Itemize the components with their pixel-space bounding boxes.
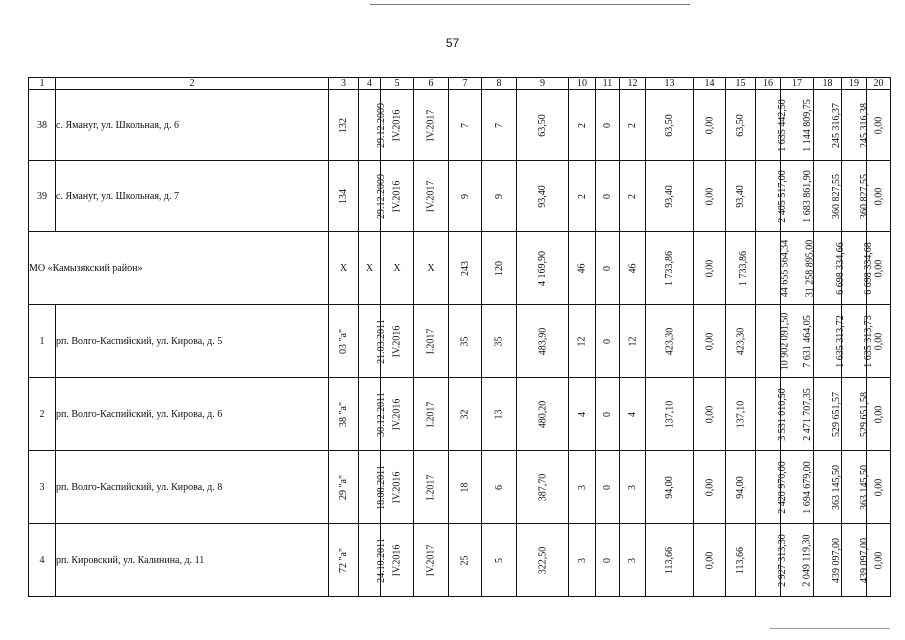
data-cell: 3 <box>620 451 646 524</box>
header-cell: 16 <box>756 78 781 90</box>
data-cell: 9 <box>482 161 517 232</box>
scan-artifact-line <box>770 628 890 629</box>
data-cell: 29 "а" <box>329 451 359 524</box>
header-cell: 11 <box>596 78 620 90</box>
data-cell: 423,30 <box>646 305 694 378</box>
header-cell: 7 <box>449 78 482 90</box>
data-cell: 0,00 <box>694 524 726 597</box>
data-cell: IV.2016 <box>381 90 414 161</box>
data-cell: 2 471 707,35 <box>781 378 814 451</box>
data-cell: 2 <box>569 90 596 161</box>
data-cell: 483,90 <box>517 305 569 378</box>
data-cell: 2 405 517,00 <box>756 161 781 232</box>
data-cell: 529 651,57 <box>814 378 842 451</box>
data-cell: 46 <box>569 232 596 305</box>
data-cell: 3 531 010,50 <box>756 378 781 451</box>
data-cell: 1 694 679,00 <box>781 451 814 524</box>
table-row <box>29 305 891 378</box>
data-cell: 7 <box>482 90 517 161</box>
data-cell: 322,50 <box>517 524 569 597</box>
data-cell: IV.2016 <box>381 305 414 378</box>
data-cell: 4 <box>620 378 646 451</box>
address-cell: рп. Волго-Каспийский, ул. Кирова, д. 8 <box>56 451 329 524</box>
row-number: 39 <box>29 161 56 232</box>
address-cell: с. Ямануг, ул. Школьная, д. 7 <box>56 161 329 232</box>
data-cell: 132 <box>329 90 359 161</box>
data-cell: 9 <box>449 161 482 232</box>
data-cell: 25 <box>449 524 482 597</box>
header-cell: 1 <box>29 78 56 90</box>
data-cell: 137,10 <box>726 378 756 451</box>
table-row <box>29 90 891 161</box>
data-cell: 0 <box>596 305 620 378</box>
header-cell: 5 <box>381 78 414 90</box>
table-row <box>29 161 891 232</box>
data-cell: X <box>381 232 414 305</box>
data-cell: IV.2017 <box>414 524 449 597</box>
data-cell: 0,00 <box>867 451 891 524</box>
data-cell: 21.03.2011 <box>359 305 381 378</box>
data-cell: 18 <box>449 451 482 524</box>
data-cell: 439 097,00 <box>842 524 867 597</box>
data-cell: 6 698 334,66 <box>814 232 842 305</box>
data-cell: 0 <box>596 90 620 161</box>
data-cell: 2 <box>569 161 596 232</box>
data-cell: 63,50 <box>726 90 756 161</box>
data-cell: 0 <box>596 161 620 232</box>
data-cell: 113,66 <box>646 524 694 597</box>
data-cell: 0,00 <box>867 161 891 232</box>
header-cell: 3 <box>329 78 359 90</box>
data-cell: 29.12.2009 <box>359 161 381 232</box>
data-cell: 134 <box>329 161 359 232</box>
column-number-row <box>29 78 891 90</box>
data-cell: 1 635 313,72 <box>814 305 842 378</box>
table-row <box>29 524 891 597</box>
data-cell: 35 <box>482 305 517 378</box>
address-cell: рп. Волго-Каспийский, ул. Кирова, д. 6 <box>56 378 329 451</box>
scan-artifact-line <box>370 4 690 5</box>
table-row <box>29 378 891 451</box>
data-cell: 245 316,37 <box>814 90 842 161</box>
data-cell: 2 <box>620 90 646 161</box>
data-cell: 1 635 442,50 <box>756 90 781 161</box>
data-cell: 2 420 970,00 <box>756 451 781 524</box>
data-cell: 31 258 895,00 <box>781 232 814 305</box>
data-cell: 363 145,50 <box>842 451 867 524</box>
data-cell: 03 "а" <box>329 305 359 378</box>
data-cell: 7 631 464,05 <box>781 305 814 378</box>
header-cell: 8 <box>482 78 517 90</box>
row-number: 38 <box>29 90 56 161</box>
header-cell: 12 <box>620 78 646 90</box>
data-cell: IV.2016 <box>381 451 414 524</box>
data-cell: 1 144 809,75 <box>781 90 814 161</box>
data-cell: 0 <box>596 378 620 451</box>
data-cell: 30.12.2011 <box>359 378 381 451</box>
data-cell: 360 827,55 <box>814 161 842 232</box>
data-cell: I.2017 <box>414 305 449 378</box>
data-cell: 2 049 119,30 <box>781 524 814 597</box>
data-cell: 387,70 <box>517 451 569 524</box>
data-cell: 0,00 <box>694 451 726 524</box>
data-cell: X <box>329 232 359 305</box>
housing-table <box>28 77 891 597</box>
data-cell: 0,00 <box>867 90 891 161</box>
header-cell: 14 <box>694 78 726 90</box>
data-cell: IV.2016 <box>381 161 414 232</box>
data-cell: IV.2017 <box>414 90 449 161</box>
data-cell: 12 <box>569 305 596 378</box>
header-cell: 20 <box>867 78 891 90</box>
data-cell: 24.10.2011 <box>359 524 381 597</box>
data-cell: 1 635 313,73 <box>842 305 867 378</box>
data-cell: 72 "а" <box>329 524 359 597</box>
data-cell: 3 <box>569 451 596 524</box>
address-cell: рп. Кировский, ул. Калинина, д. 11 <box>56 524 329 597</box>
data-cell: 0 <box>596 451 620 524</box>
data-cell: 93,40 <box>646 161 694 232</box>
data-cell: 0,00 <box>694 90 726 161</box>
data-cell: 3 <box>569 524 596 597</box>
header-cell: 19 <box>842 78 867 90</box>
data-cell: 363 145,50 <box>814 451 842 524</box>
data-cell: 35 <box>449 305 482 378</box>
address-cell: рп. Волго-Каспийский, ул. Кирова, д. 5 <box>56 305 329 378</box>
data-cell: 0,00 <box>694 232 726 305</box>
data-cell: X <box>414 232 449 305</box>
header-cell: 6 <box>414 78 449 90</box>
header-cell: 2 <box>56 78 329 90</box>
data-cell: 4 169,90 <box>517 232 569 305</box>
data-cell: 1 733,86 <box>726 232 756 305</box>
data-cell: 29.12.2009 <box>359 90 381 161</box>
data-cell: 2 927 313,30 <box>756 524 781 597</box>
data-cell: I.2017 <box>414 378 449 451</box>
table-row <box>29 451 891 524</box>
data-cell: 13 <box>482 378 517 451</box>
data-cell: 423,30 <box>726 305 756 378</box>
data-cell: 0,00 <box>694 378 726 451</box>
data-cell: 10 902 091,50 <box>756 305 781 378</box>
header-cell: 17 <box>781 78 814 90</box>
header-cell: 4 <box>359 78 381 90</box>
data-cell: 529 651,58 <box>842 378 867 451</box>
header-cell: 13 <box>646 78 694 90</box>
data-cell: 1 733,86 <box>646 232 694 305</box>
data-cell: 245 316,38 <box>842 90 867 161</box>
address-cell: с. Ямануг, ул. Школьная, д. 6 <box>56 90 329 161</box>
data-cell: 12 <box>620 305 646 378</box>
data-cell: 360 827,55 <box>842 161 867 232</box>
data-cell: I.2017 <box>414 451 449 524</box>
header-cell: 9 <box>517 78 569 90</box>
municipality-label: МО «Камызякский район» <box>29 232 329 305</box>
data-cell: 243 <box>449 232 482 305</box>
data-cell: 1 683 861,90 <box>781 161 814 232</box>
data-cell: 113,66 <box>726 524 756 597</box>
data-cell: 38 "а" <box>329 378 359 451</box>
data-cell: 93,40 <box>726 161 756 232</box>
data-cell: 18.08.2011 <box>359 451 381 524</box>
data-cell: 0,00 <box>867 378 891 451</box>
data-cell: 94,00 <box>726 451 756 524</box>
row-number: 1 <box>29 305 56 378</box>
data-cell: 120 <box>482 232 517 305</box>
data-cell: 63,50 <box>646 90 694 161</box>
data-cell: 46 <box>620 232 646 305</box>
data-cell: 0 <box>596 232 620 305</box>
header-cell: 10 <box>569 78 596 90</box>
header-cell: 15 <box>726 78 756 90</box>
data-cell: 93,40 <box>517 161 569 232</box>
data-cell: 480,20 <box>517 378 569 451</box>
subtotal-row <box>29 232 891 305</box>
data-cell: 3 <box>620 524 646 597</box>
data-cell: 44 655 564,34 <box>756 232 781 305</box>
data-cell: 0,00 <box>694 161 726 232</box>
data-cell: 7 <box>449 90 482 161</box>
data-cell: 2 <box>620 161 646 232</box>
data-cell: 0 <box>596 524 620 597</box>
data-cell: 0,00 <box>867 305 891 378</box>
data-cell: 63,50 <box>517 90 569 161</box>
data-cell: 4 <box>569 378 596 451</box>
data-cell: 94,00 <box>646 451 694 524</box>
data-cell: 0,00 <box>694 305 726 378</box>
data-cell: IV.2017 <box>414 161 449 232</box>
row-number: 4 <box>29 524 56 597</box>
data-cell: 5 <box>482 524 517 597</box>
row-number: 3 <box>29 451 56 524</box>
data-cell: 6 <box>482 451 517 524</box>
data-cell: IV.2016 <box>381 524 414 597</box>
data-cell: 6 698 334,68 <box>842 232 867 305</box>
data-cell: IV.2016 <box>381 378 414 451</box>
data-cell: 0,00 <box>867 232 891 305</box>
data-cell: 439 097,00 <box>814 524 842 597</box>
data-cell: 137,10 <box>646 378 694 451</box>
page-number: 57 <box>445 36 460 50</box>
data-cell: X <box>359 232 381 305</box>
header-cell: 18 <box>814 78 842 90</box>
data-cell: 0,00 <box>867 524 891 597</box>
row-number: 2 <box>29 378 56 451</box>
data-cell: 32 <box>449 378 482 451</box>
